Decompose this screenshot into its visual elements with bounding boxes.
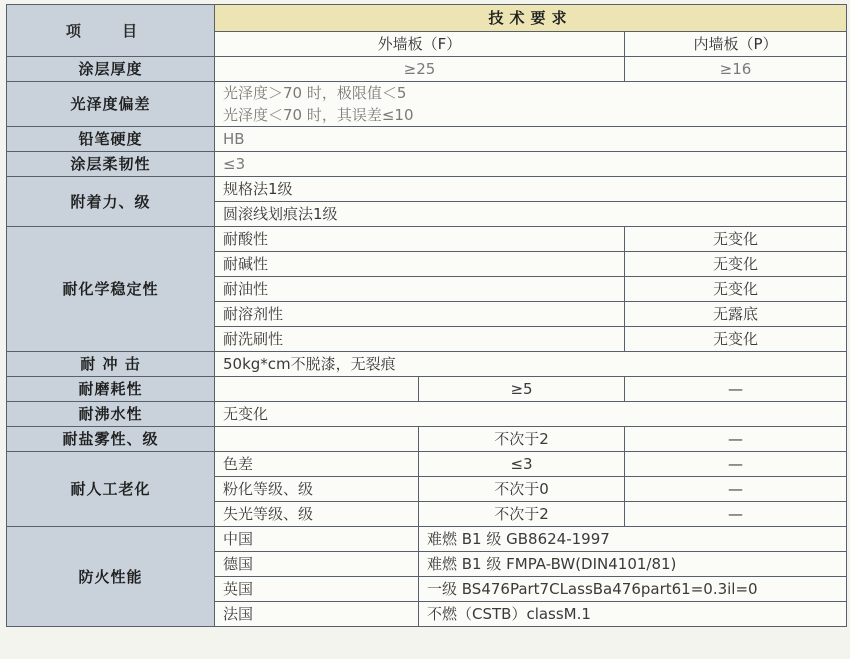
chemical-item-value: 无变化: [625, 327, 847, 352]
header-row: [7, 5, 847, 32]
table-row: [7, 402, 847, 427]
row-label-boiling: 耐沸水性: [7, 402, 215, 427]
chemical-item-name: 耐溶剂性: [215, 302, 625, 327]
aging-item-outer: ≤3: [419, 452, 625, 477]
row-label-gloss: 光泽度偏差: [7, 82, 215, 127]
thickness-outer: ≥25: [215, 57, 625, 82]
table-row: [7, 152, 847, 177]
adhesion-line-1: 规格法1级: [215, 177, 847, 202]
aging-item-inner: —: [625, 502, 847, 527]
chemical-item-value: 无露底: [625, 302, 847, 327]
table-row: [7, 57, 847, 82]
thickness-inner: ≥16: [625, 57, 847, 82]
chemical-item-value: 无变化: [625, 252, 847, 277]
table-row: [7, 527, 847, 552]
row-label-flex: 涂层柔韧性: [7, 152, 215, 177]
aging-item-inner: —: [625, 477, 847, 502]
fire-standard: 一级 BS476Part7CLassBa476part61=0.3il=0: [419, 577, 847, 602]
chemical-item-value: 无变化: [625, 227, 847, 252]
gloss-value: [215, 82, 847, 127]
table-row: [7, 177, 847, 202]
gloss-line-2: 光泽度＜70 时，其误差≤10: [223, 106, 414, 124]
abrasion-inner: —: [625, 377, 847, 402]
table-row: [7, 452, 847, 477]
row-label-impact: 耐 冲 击: [7, 352, 215, 377]
row-label-aging: 耐人工老化: [7, 452, 215, 527]
aging-item-outer: 不次于2: [419, 502, 625, 527]
abrasion-empty: [215, 377, 419, 402]
row-label-chemical: 耐化学稳定性: [7, 227, 215, 352]
row-label-abrasion: 耐磨耗性: [7, 377, 215, 402]
fire-country: 中国: [215, 527, 419, 552]
aging-item-name: 失光等级、级: [215, 502, 419, 527]
gloss-line-1: 光泽度＞70 时，极限值＜5: [223, 84, 407, 102]
salt-outer: 不次于2: [419, 427, 625, 452]
fire-country: 德国: [215, 552, 419, 577]
chemical-item-value: 无变化: [625, 277, 847, 302]
chemical-item-name: 耐碱性: [215, 252, 625, 277]
table-row: [7, 227, 847, 252]
spec-sheet: [6, 4, 844, 655]
header-inner: 内墙板（P）: [625, 32, 847, 57]
chemical-item-name: 耐洗刷性: [215, 327, 625, 352]
fire-standard: 难燃 B1 级 FMPA-BW(DIN4101/81): [419, 552, 847, 577]
table-row: [7, 377, 847, 402]
fire-country: 英国: [215, 577, 419, 602]
tech-requirements-table: [6, 4, 847, 627]
row-label-adhesion: 附着力、级: [7, 177, 215, 227]
impact-value: 50kg*cm不脱漆，无裂痕: [215, 352, 847, 377]
pencil-value: HB: [215, 127, 847, 152]
aging-item-inner: —: [625, 452, 847, 477]
salt-inner: —: [625, 427, 847, 452]
fire-standard: 不燃（CSTB）classM.1: [419, 602, 847, 627]
table-row: [7, 352, 847, 377]
header-tech: 技术要求: [215, 5, 847, 32]
row-label-salt: 耐盐雾性、级: [7, 427, 215, 452]
table-row: [7, 127, 847, 152]
header-outer: 外墙板（F）: [215, 32, 625, 57]
chemical-item-name: 耐酸性: [215, 227, 625, 252]
aging-item-name: 粉化等级、级: [215, 477, 419, 502]
row-label-fire: 防火性能: [7, 527, 215, 627]
table-row: [7, 427, 847, 452]
abrasion-outer: ≥5: [419, 377, 625, 402]
aging-item-outer: 不次于0: [419, 477, 625, 502]
fire-standard: 难燃 B1 级 GB8624-1997: [419, 527, 847, 552]
aging-item-name: 色差: [215, 452, 419, 477]
row-label-pencil: 铅笔硬度: [7, 127, 215, 152]
fire-country: 法国: [215, 602, 419, 627]
boiling-value: 无变化: [215, 402, 847, 427]
table-row: [7, 82, 847, 127]
salt-empty: [215, 427, 419, 452]
chemical-item-name: 耐油性: [215, 277, 625, 302]
header-item: 项 目: [7, 5, 215, 57]
flex-value: ≤3: [215, 152, 847, 177]
adhesion-line-2: 圆滚线划痕法1级: [215, 202, 847, 227]
row-label-thickness: 涂层厚度: [7, 57, 215, 82]
